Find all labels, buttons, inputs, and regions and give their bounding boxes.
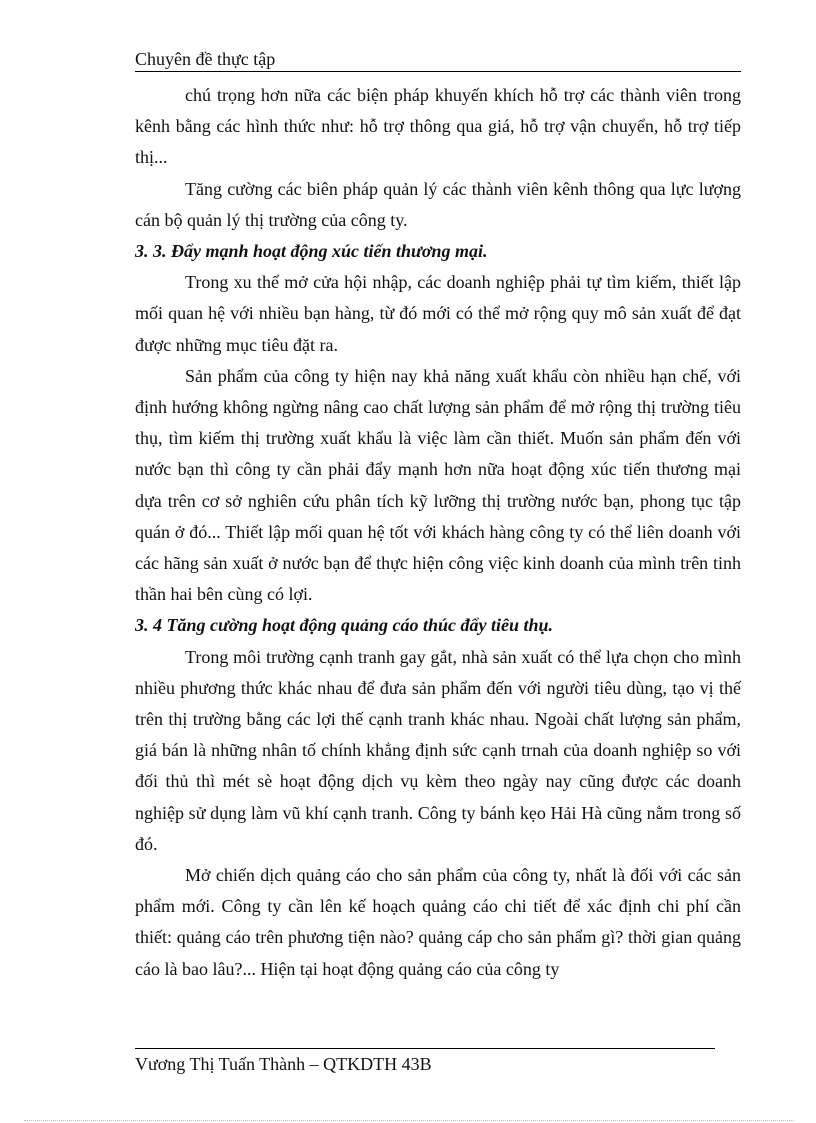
footer-divider — [135, 1048, 715, 1049]
paragraph: Trong môi trường cạnh tranh gay gắt, nhà sản xuất có thể lựa chọn cho mình nhiều phương thức khác nhau để đưa sản phẩm đến với người tiêu dùng, tạo vị thế trên thị trường bằng các lợi thế cạnh tranh khác nhau. Ngoài chất lượng sản phẩm, giá bán là những nhân tố chính khẳng định sức cạnh trnah của doanh nghiệp so với đối thủ thì mét sè hoạt động dịch vụ kèm theo ngày nay cũng được các doanh nghiệp sử dụng làm vũ khí cạnh tranh. Công ty bánh kẹo Hải Hà cũng nằm trong số đó. — [135, 646, 741, 854]
paragraph: Tăng cường các biên pháp quản lý các thành viên kênh thông qua lực lượng cán bộ quản lý thị trường của công ty. — [135, 178, 741, 230]
paragraph: Sản phẩm của công ty hiện nay khả năng xuất khẩu còn nhiều hạn chế, với định hướng không ngừng nâng cao chất lượng sản phẩm để mở rộng thị trường tiêu thụ, tìm kiếm thị trường xuất khẩu là việc làm cần thiết. Muốn sản phẩm đến với nước bạn thì công ty cần phải đẩy mạnh hơn nữa hoạt động xúc tiến thương mại dựa trên cơ sở nghiên cứu phân tích kỹ lưỡng thị trường nước bạn, phong tục tập quán ở đó... Thiết lập mối quan hệ tốt với khách hàng công ty có thể liên doanh với các hãng sản xuất ở nước bạn để thực hiện công việc kinh doanh của mình trên tinh thần hai bên cùng có lợi. — [135, 365, 741, 605]
paragraph: Mở chiến dịch quảng cáo cho sản phẩm của công ty, nhất là đối với các sản phẩm mới. Công ty cần lên kế hoạch quảng cáo chi tiết để xác định chi phí cần thiết: quảng cáo trên phương tiện nào? quảng cáp cho sản phẩm gì? thời gian quảng cáo là bao lâu?... Hiện tại hoạt động quảng cáo của công ty — [135, 865, 741, 979]
page-header — [135, 48, 741, 72]
paragraph: Trong xu thế mở cửa hội nhập, các doanh nghiệp phải tự tìm kiếm, thiết lập mối quan hệ với nhiều bạn hàng, từ đó mới có thể mở rộng quy mô sản xuất để đạt được những mục tiêu đặt ra. — [135, 272, 741, 355]
document-body — [135, 80, 741, 985]
header-title: Chuyên đề thực tập — [135, 49, 276, 69]
page-footer — [135, 1053, 432, 1075]
section-heading: 3. 4 Tăng cường hoạt động quảng cáo thúc đẩy tiêu thụ. — [135, 615, 554, 636]
section-heading: 3. 3. Đẩy mạnh hoạt động xúc tiến thương mại. — [135, 241, 488, 262]
footer-author: Vương Thị Tuấn Thành – QTKDTH 43B — [135, 1054, 432, 1074]
page-bottom-border — [24, 1120, 794, 1121]
paragraph: chú trọng hơn nữa các biện pháp khuyến khích hỗ trợ các thành viên trong kênh bằng các hình thức như: hỗ trợ thông qua giá, hỗ trợ vận chuyển, hỗ trợ tiếp thị... — [135, 85, 741, 168]
